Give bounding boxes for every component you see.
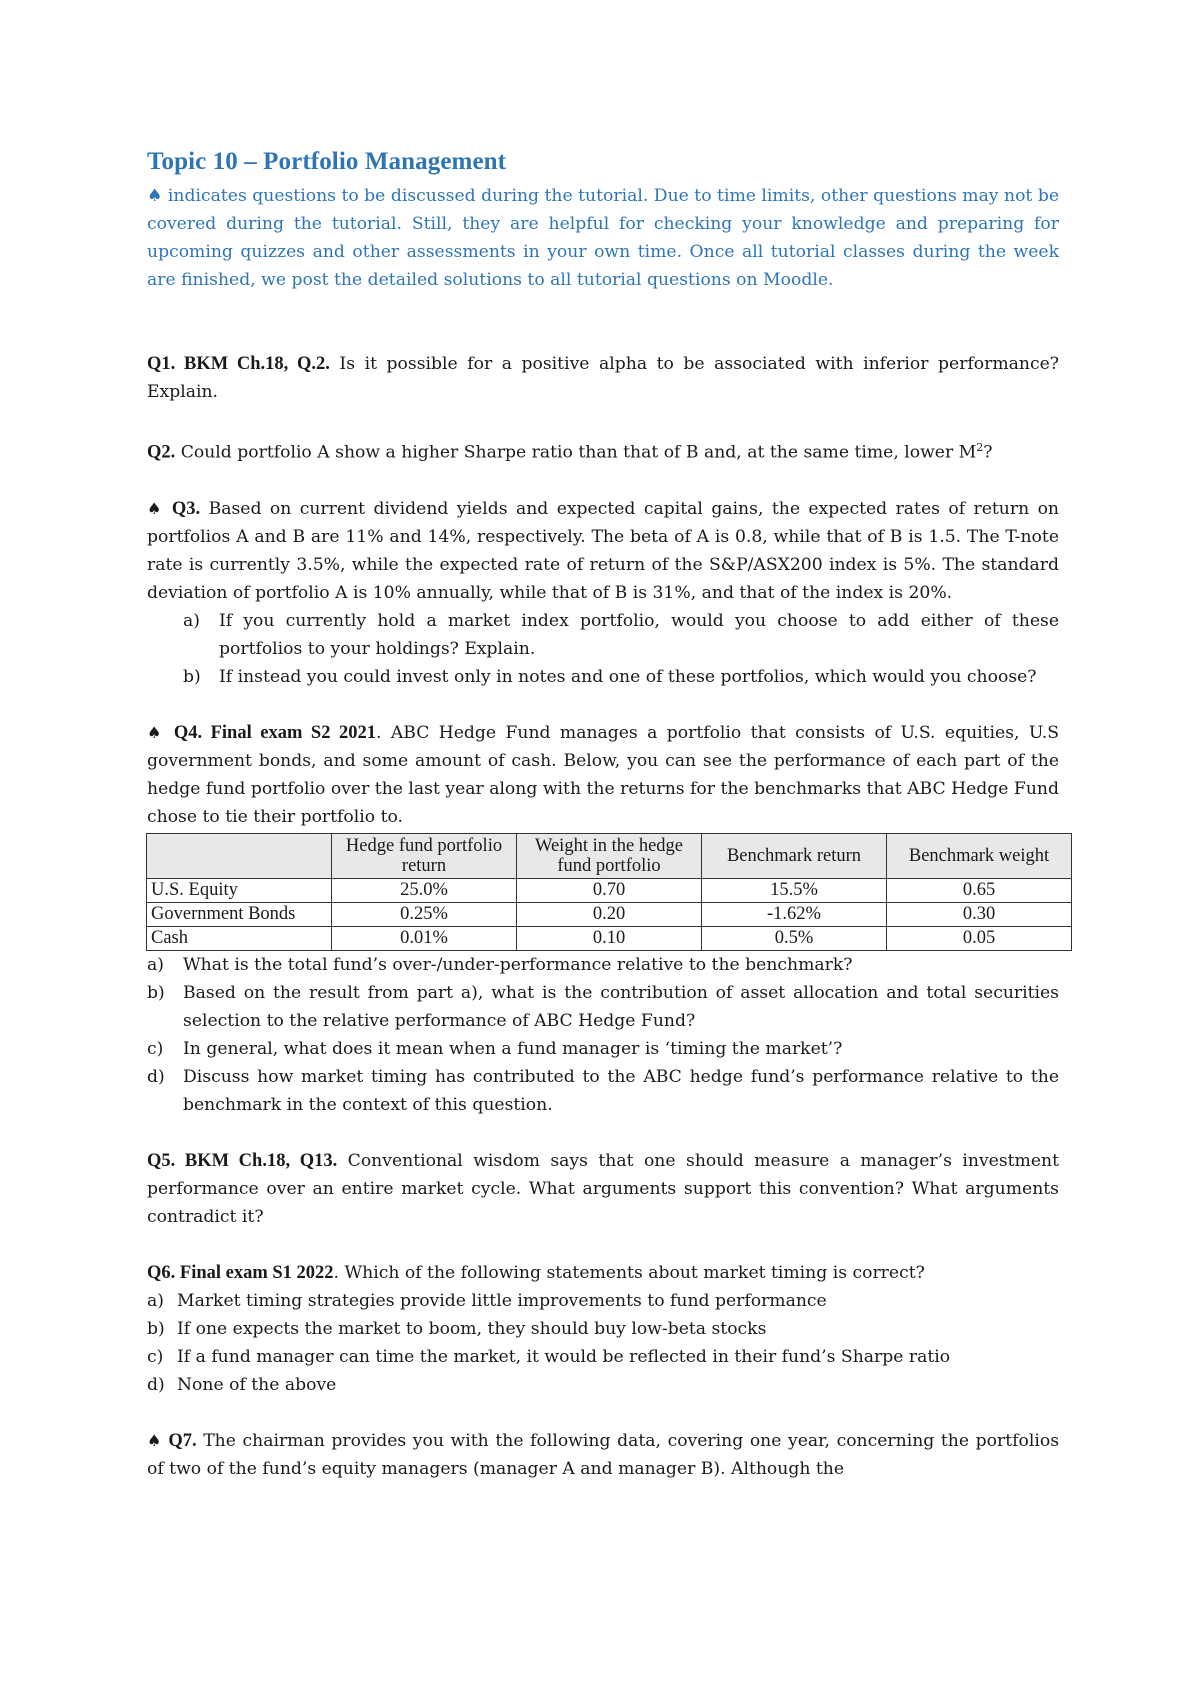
q4-part-a: a) What is the total fund’s over-/under-performance relative to the benchmark? <box>147 954 853 975</box>
q6-text: . Which of the following statements about market timing is correct? <box>333 1262 925 1283</box>
q4-part-c: c) In general, what does it mean when a fund manager is ‘timing the market’? <box>147 1038 843 1059</box>
q6-option-c: c) If a fund manager can time the market, it would be reflected in their fund’s Sharpe ratio <box>147 1346 951 1367</box>
q6-label: Q6. Final exam S1 2022 <box>147 1262 334 1283</box>
table-cell: Government Bonds <box>147 902 332 926</box>
q3-subquestions <box>147 607 1059 691</box>
table-row <box>147 902 1072 926</box>
table-cell: 0.05 <box>887 926 1072 950</box>
q6-option-d: d) None of the above <box>147 1374 337 1395</box>
spade-icon: ♠ <box>147 1430 163 1450</box>
q2-text: Could portfolio A show a higher Sharpe ratio than that of B and, at the same time, lower M <box>175 442 977 463</box>
question-3 <box>147 495 1059 607</box>
q3-text: Based on current dividend yields and expected capital gains, the expected rates of return on portfolios A and B are 11% and 14%, respectively. The beta of A is 0.8, while that of B is 1.5. The T-note rate is currently 3.5%, while the expected rate of return of the S&P/ASX200 index is 5%. The standard deviation of portfolio A is 10% annually, while that of B is 31%, and that of the index is 20%. <box>147 498 1060 603</box>
table-row <box>147 878 1072 902</box>
table-cell: 0.30 <box>887 902 1072 926</box>
table-header-cell: Weight in the hedge fund portfolio <box>517 833 702 878</box>
table-header-cell: Hedge fund portfolio return <box>332 833 517 878</box>
table-row <box>147 926 1072 950</box>
question-7 <box>147 1427 1059 1483</box>
table-cell: 0.20 <box>517 902 702 926</box>
intro-paragraph: ♠ indicates questions to be discussed during the tutorial. Due to time limits, other questions may not be covered during the tutorial. Still, they are helpful for checking your knowledge and preparing for upcoming quizzes and other assessments in your own time. Once all tutorial classes during the week are finished, we post the detailed solutions to all tutorial questions on Moodle. <box>147 186 1059 290</box>
q5-text: Conventional wisdom says that one should measure a manager’s investment performance over an entire market cycle. What arguments support this convention? What arguments contradict it? <box>147 1150 1060 1227</box>
performance-table <box>146 833 1072 951</box>
table-header-cell: Benchmark return <box>702 833 887 878</box>
q6-options <box>147 1287 1059 1399</box>
q2-superscript: 2 <box>976 441 984 454</box>
q6-option-a: a) Market timing strategies provide little improvements to fund performance <box>147 1290 827 1311</box>
table-cell: 0.01% <box>332 926 517 950</box>
table-header-cell: Benchmark weight <box>887 833 1072 878</box>
table-cell: -1.62% <box>702 902 887 926</box>
spade-icon: ♠ <box>147 722 166 742</box>
q3-label: Q3. <box>171 498 201 519</box>
q1-text: Is it possible for a positive alpha to be associated with inferior performance? Explain. <box>147 354 1059 402</box>
table-cell: 0.70 <box>517 878 702 902</box>
question-5 <box>147 1147 1059 1231</box>
table-cell: 0.25% <box>332 902 517 926</box>
table-header-row <box>147 833 1072 878</box>
table-header-cell <box>147 833 332 878</box>
table-cell: 0.65 <box>887 878 1072 902</box>
q7-label: Q7. <box>168 1430 197 1451</box>
question-4 <box>147 719 1059 831</box>
q2-text-end: ? <box>983 442 993 463</box>
q3-part-b: b) If instead you could invest only in notes and one of these portfolios, which would you choose? <box>183 666 1037 687</box>
table-cell: 0.5% <box>702 926 887 950</box>
q6-option-b: b) If one expects the market to boom, they should buy low-beta stocks <box>147 1318 767 1339</box>
table-cell: 25.0% <box>332 878 517 902</box>
table-cell: U.S. Equity <box>147 878 332 902</box>
q4-subquestions <box>147 951 1059 1119</box>
q5-label: Q5. BKM Ch.18, Q13. <box>147 1150 338 1171</box>
q4-text: . ABC Hedge Fund manages a portfolio that consists of U.S. equities, U.S government bonds, and some amount of cash. Below, you can see the performance of each part of the hedge fund portfolio over the last year along with the returns for the benchmarks that ABC Hedge Fund chose to tie their portfolio to. <box>147 722 1060 827</box>
q2-label: Q2. <box>147 442 176 463</box>
page-title: Topic 10 – Portfolio Management <box>147 148 507 175</box>
question-2 <box>147 434 1059 467</box>
table-cell: Cash <box>147 926 332 950</box>
document-page <box>147 148 1059 1483</box>
question-6 <box>147 1259 1059 1287</box>
q4-part-b: b) Based on the result from part a), what is the contribution of asset allocation and total securities selection to the relative performance of ABC Hedge Fund? <box>147 982 1059 1031</box>
table-cell: 15.5% <box>702 878 887 902</box>
q4-part-d: d) Discuss how market timing has contributed to the ABC hedge fund’s performance relative to the benchmark in the context of this question. <box>147 1066 1059 1115</box>
table-cell: 0.10 <box>517 926 702 950</box>
spade-icon: ♠ <box>147 498 165 518</box>
q7-text: The chairman provides you with the following data, covering one year, concerning the portfolios of two of the fund’s equity managers (manager A and manager B). Although the <box>147 1430 1060 1479</box>
q4-label: Q4. Final exam S2 2021 <box>173 722 377 743</box>
q1-label: Q1. BKM Ch.18, Q.2. <box>147 354 330 374</box>
question-1 <box>147 350 1059 406</box>
q3-part-a: a) If you currently hold a market index portfolio, would you choose to add either of these portfolios to your holdings? Explain. <box>183 610 1059 659</box>
